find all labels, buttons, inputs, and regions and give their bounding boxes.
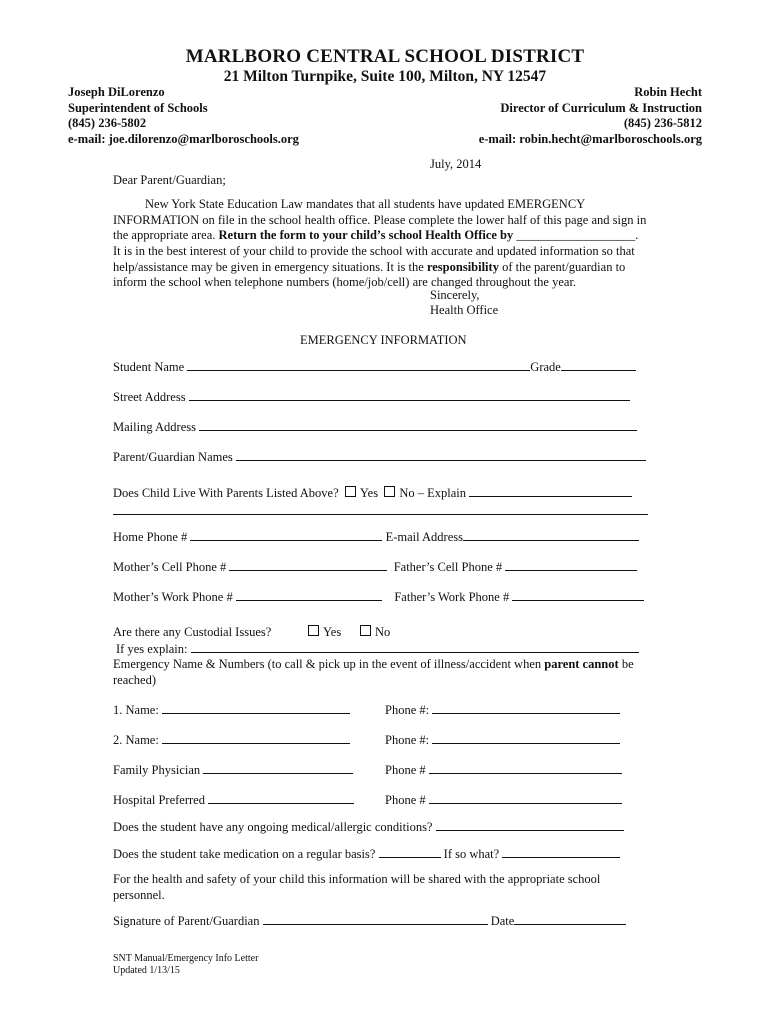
closing: Sincerely, — [430, 288, 480, 302]
contact-2-phone-label: Phone #: — [385, 733, 430, 747]
salutation: Dear Parent/Guardian; — [113, 173, 226, 187]
email-address-label: E-mail Address — [385, 530, 463, 544]
custodial-yes-checkbox[interactable] — [308, 625, 319, 636]
email-address-field[interactable] — [463, 529, 639, 541]
custodial-question: Are there any Custodial Issues? — [113, 625, 272, 639]
home-phone-field[interactable] — [190, 529, 382, 541]
letter-paragraph-1 — [113, 197, 658, 244]
family-physician-label: Family Physician — [113, 763, 201, 777]
if-yes-row — [116, 641, 639, 658]
emergency-text: Emergency Name & Numbers (to call & pick up in the event of illness/accident when — [113, 657, 545, 671]
mailing-address-field[interactable] — [199, 419, 637, 431]
emergency-bold: parent cannot — [544, 657, 619, 671]
if-yes-label: If yes explain: — [116, 642, 188, 656]
signature-field[interactable] — [263, 913, 488, 925]
p2-text-end: of the parent/guardian to inform the school when telephone numbers (home/job/cell) are changed throughout the year. — [113, 259, 626, 290]
medication-question: Does the student take medication on a regular basis? — [113, 847, 376, 861]
medical-conditions-question: Does the student have any ongoing medical/allergic conditions? — [113, 820, 433, 834]
custodial-row — [113, 625, 271, 641]
parent-names-label: Parent/Guardian Names — [113, 450, 233, 464]
p2-bold: responsibility — [426, 259, 499, 274]
cell-phone-row — [113, 559, 637, 576]
superintendent-phone: (845) 236-5802 — [68, 116, 147, 130]
contact-1-phone-label: Phone #: — [385, 703, 430, 717]
signature-row — [113, 913, 626, 930]
student-name-label: Student Name — [113, 360, 185, 374]
emergency-contacts-note — [113, 657, 653, 688]
contact-2-name-field[interactable] — [162, 732, 350, 744]
grade-label: Grade — [530, 360, 561, 374]
family-physician-field[interactable] — [203, 762, 353, 774]
live-with-parents-row — [113, 485, 632, 502]
father-cell-field[interactable] — [505, 559, 637, 571]
p1-text: New York State Education Law mandates that all students have updated EMERGENCY INFORMATION on file in the school health office. Please complete the lower half of this page and sign in the appropriate area. — [113, 197, 647, 243]
superintendent-name: Joseph DiLorenzo — [68, 85, 165, 99]
hospital-field[interactable] — [208, 792, 354, 804]
director-title: Director of Curriculum & Instruction — [500, 100, 702, 115]
medical-conditions-row — [113, 819, 624, 836]
live-with-yes-label: Yes — [359, 486, 379, 500]
footer-line-2: Updated 1/13/15 — [113, 965, 180, 976]
director-email: e-mail: robin.hecht@marlboroschools.org — [478, 131, 702, 146]
so-what-label: If so what? — [443, 847, 500, 861]
contact-1-phone-row — [385, 702, 620, 719]
custodial-yes-label: Yes — [323, 625, 342, 639]
contact-1-name-label: 1. Name: — [113, 703, 159, 717]
father-cell-label: Father’s Cell Phone # — [393, 560, 503, 574]
medication-field[interactable] — [379, 846, 441, 858]
contact-1-name-row — [113, 702, 350, 719]
mother-work-label: Mother’s Work Phone # — [113, 590, 233, 604]
contact-2-name-label: 2. Name: — [113, 733, 159, 747]
superintendent-email: e-mail: joe.dilorenzo@marlboroschools.org — [68, 131, 299, 146]
emergency-text-end: be reached) — [113, 657, 634, 687]
hospital-phone-row — [385, 792, 622, 809]
mailing-address-row — [113, 419, 637, 436]
superintendent-block — [68, 85, 299, 147]
director-phone: (845) 236-5812 — [623, 116, 702, 130]
grade-field[interactable] — [561, 359, 636, 371]
physician-phone-row — [385, 762, 622, 779]
street-address-row — [113, 389, 630, 406]
hospital-phone-field[interactable] — [429, 792, 622, 804]
so-what-field[interactable] — [502, 846, 620, 858]
custodial-no-checkbox[interactable] — [360, 625, 371, 636]
p2-text: It is in the best interest of your child to provide the school with accurate and updated information so that help/assistance may be given in emergency situations. It is the — [113, 244, 635, 274]
live-with-no-checkbox[interactable] — [384, 486, 395, 497]
live-with-question: Does Child Live With Parents Listed Above? — [113, 486, 339, 500]
letter-paragraph-2 — [113, 244, 658, 291]
father-work-field[interactable] — [512, 589, 644, 601]
explain-field[interactable] — [469, 485, 632, 497]
contact-1-phone-field[interactable] — [432, 702, 620, 714]
director-block — [479, 85, 702, 147]
live-with-yes-checkbox[interactable] — [345, 486, 356, 497]
mother-work-field[interactable] — [236, 589, 382, 601]
superintendent-title: Superintendent of Schools — [68, 100, 208, 115]
medical-conditions-field[interactable] — [436, 819, 624, 831]
p1-blank: ___________________. — [513, 228, 639, 243]
street-address-label: Street Address — [113, 390, 186, 404]
hospital-phone-label: Phone # — [385, 793, 426, 807]
medication-row — [113, 846, 620, 863]
father-work-label: Father’s Work Phone # — [394, 590, 510, 604]
hospital-label: Hospital Preferred — [113, 793, 205, 807]
parent-names-field[interactable] — [236, 449, 646, 461]
district-address: 21 Milton Turnpike, Suite 100, Milton, NY 12547 — [223, 68, 547, 85]
director-name: Robin Hecht — [634, 85, 702, 99]
footer — [113, 953, 258, 977]
street-address-field[interactable] — [189, 389, 630, 401]
signature-label: Signature of Parent/Guardian — [113, 914, 260, 928]
signature-date-label: Date — [490, 914, 515, 928]
mother-cell-field[interactable] — [229, 559, 387, 571]
custodial-no-label: No — [374, 625, 391, 639]
mailing-address-label: Mailing Address — [113, 420, 196, 434]
contact-2-name-row — [113, 732, 350, 749]
custodial-options — [308, 625, 390, 641]
signature-date-field[interactable] — [514, 913, 626, 925]
form-heading: EMERGENCY INFORMATION — [300, 333, 467, 347]
contact-1-name-field[interactable] — [162, 702, 350, 714]
work-phone-row — [113, 589, 644, 606]
signoff: Health Office — [430, 303, 499, 317]
student-name-field[interactable] — [187, 359, 530, 371]
contact-2-phone-row — [385, 732, 620, 749]
home-phone-row — [113, 529, 639, 546]
live-with-no-label: No – Explain — [399, 486, 466, 500]
contact-2-phone-field[interactable] — [432, 732, 620, 744]
custodial-explain-field[interactable] — [191, 641, 639, 653]
explain-continuation-line[interactable] — [113, 514, 648, 515]
district-title: MARLBORO CENTRAL SCHOOL DISTRICT — [185, 46, 585, 67]
home-phone-label: Home Phone # — [113, 530, 188, 544]
hospital-row — [113, 792, 354, 809]
p1-bold: Return the form to your child’s school Health Office by — [218, 228, 514, 243]
footer-line-1: SNT Manual/Emergency Info Letter — [113, 953, 259, 964]
student-name-row — [113, 359, 636, 376]
sharing-note: For the health and safety of your child this information will be shared with the appropriate school personnel. — [113, 872, 601, 902]
family-physician-row — [113, 762, 353, 779]
mother-cell-label: Mother’s Cell Phone # — [113, 560, 227, 574]
physician-phone-label: Phone # — [385, 763, 426, 777]
parent-names-row — [113, 449, 646, 466]
physician-phone-field[interactable] — [429, 762, 622, 774]
letter-date: July, 2014 — [430, 157, 482, 171]
